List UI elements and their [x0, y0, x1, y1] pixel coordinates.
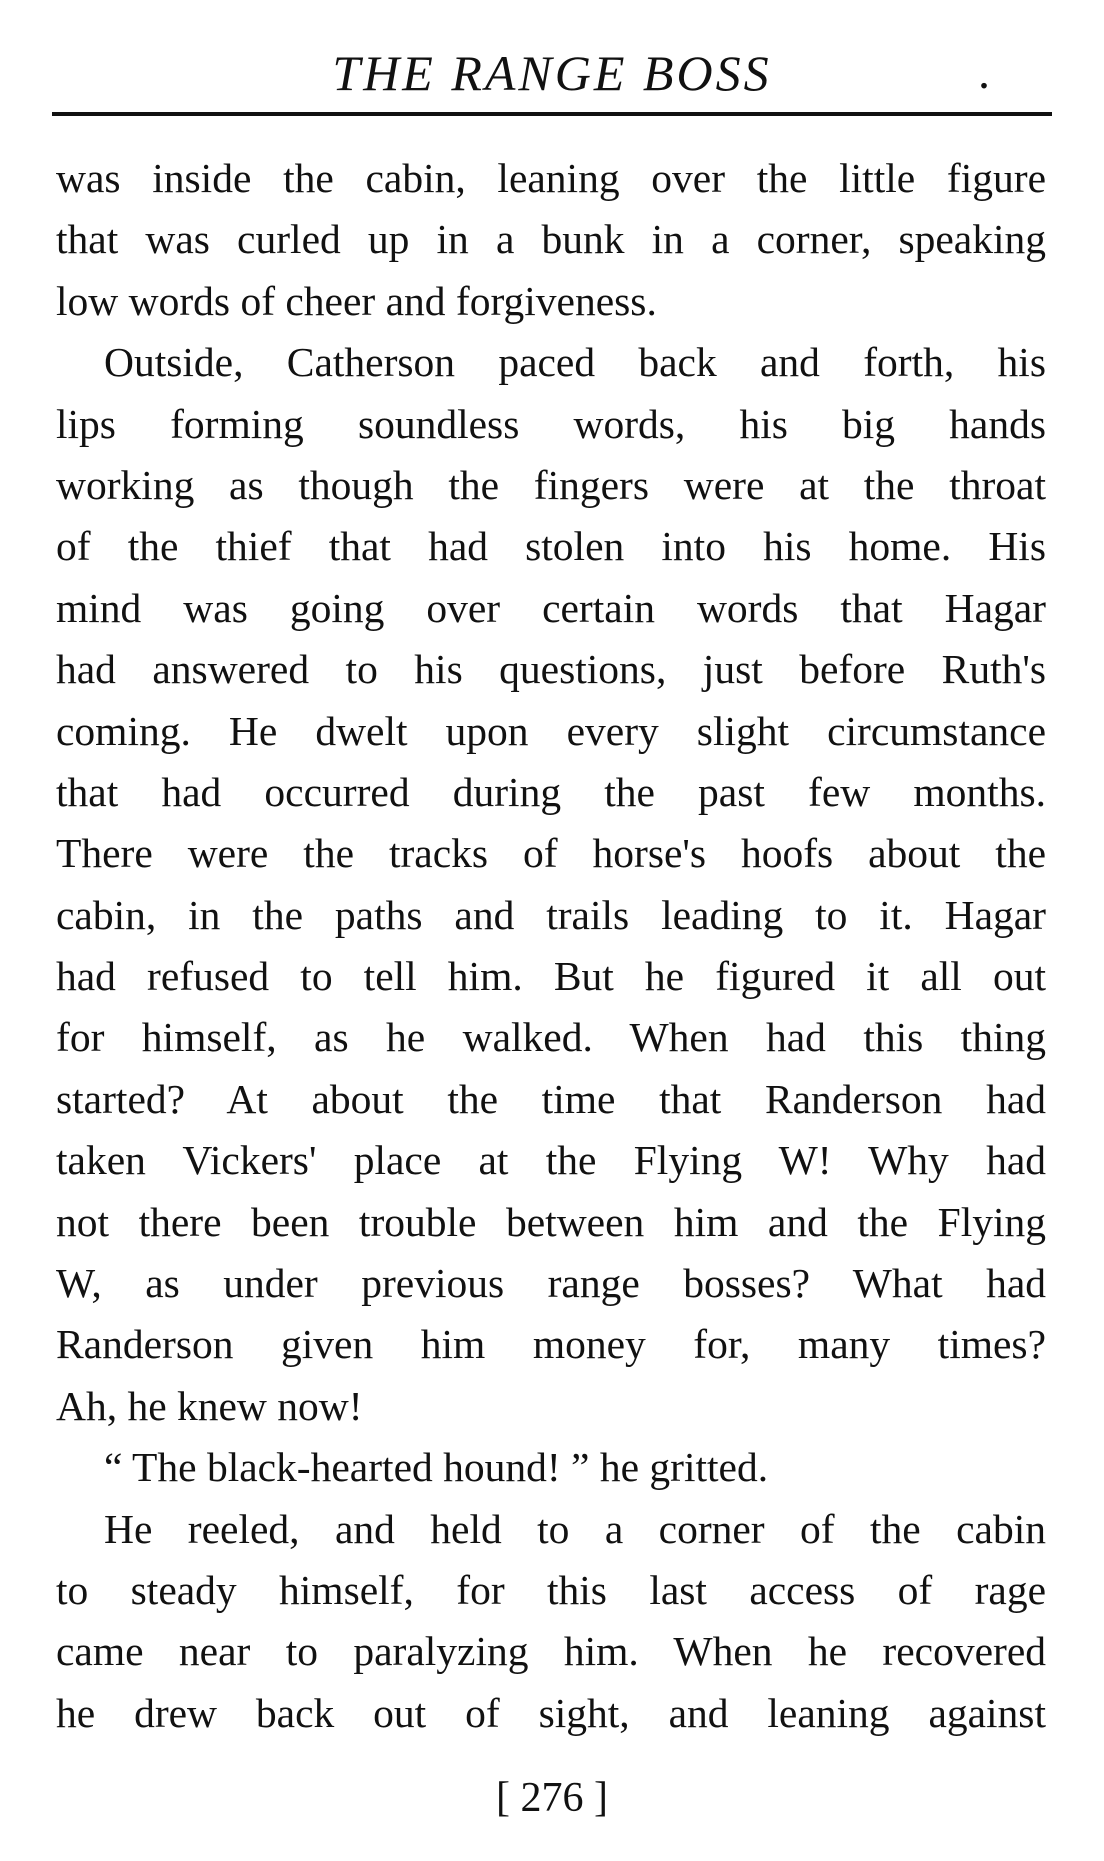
- text-line: came near to paralyzing him. When he recovered: [56, 1628, 1046, 1675]
- text-line: of the thief that had stolen into his home. His: [56, 523, 1046, 570]
- text-line: taken Vickers' place at the Flying W! Why had: [56, 1137, 1046, 1184]
- text-line: coming. He dwelt upon every slight circumstance: [56, 707, 1046, 754]
- body-text: [56, 148, 1046, 1744]
- text-line: had refused to tell him. But he figured it all out: [56, 953, 1046, 1000]
- text-line: Randerson given him money for, many times?: [56, 1321, 1046, 1368]
- text-line: cabin, in the paths and trails leading to it. Hagar: [56, 891, 1046, 938]
- running-title: THE RANGE BOSS: [332, 45, 772, 101]
- text-line: W, as under previous range bosses? What had: [56, 1260, 1046, 1307]
- text-line: was inside the cabin, leaning over the little figure: [56, 155, 1046, 201]
- text-line: not there been trouble between him and the Flying: [56, 1198, 1046, 1245]
- text-line: Ah, he knew now!: [56, 1382, 363, 1429]
- text-line: “ The black-hearted hound! ” he gritted.: [104, 1444, 769, 1491]
- text-line: that was curled up in a bunk in a corner, speaking: [56, 216, 1046, 263]
- text-line: mind was going over certain words that Hagar: [56, 584, 1046, 631]
- text-line: he drew back out of sight, and leaning against: [56, 1689, 1046, 1736]
- running-head-mark: .: [978, 46, 990, 99]
- text-line: working as though the fingers were at the throat: [56, 461, 1046, 508]
- running-head: [52, 38, 1052, 108]
- header-rule: [52, 112, 1052, 116]
- text-line: started? At about the time that Randerson had: [56, 1075, 1046, 1122]
- text-line: for himself, as he walked. When had this thing: [56, 1014, 1046, 1061]
- text-line: low words of cheer and forgiveness.: [56, 277, 657, 324]
- text-line: He reeled, and held to a corner of the cabin: [104, 1505, 1046, 1552]
- text-line: Outside, Catherson paced back and forth, his: [104, 339, 1046, 386]
- text-line: that had occurred during the past few months.: [56, 768, 1046, 815]
- text-line: lips forming soundless words, his big hands: [56, 400, 1046, 447]
- text-line: had answered to his questions, just before Ruth's: [56, 646, 1046, 693]
- page-number: [ 276 ]: [496, 1775, 608, 1821]
- text-line: to steady himself, for this last access of rage: [56, 1566, 1046, 1613]
- text-line: There were the tracks of horse's hoofs about the: [56, 830, 1046, 877]
